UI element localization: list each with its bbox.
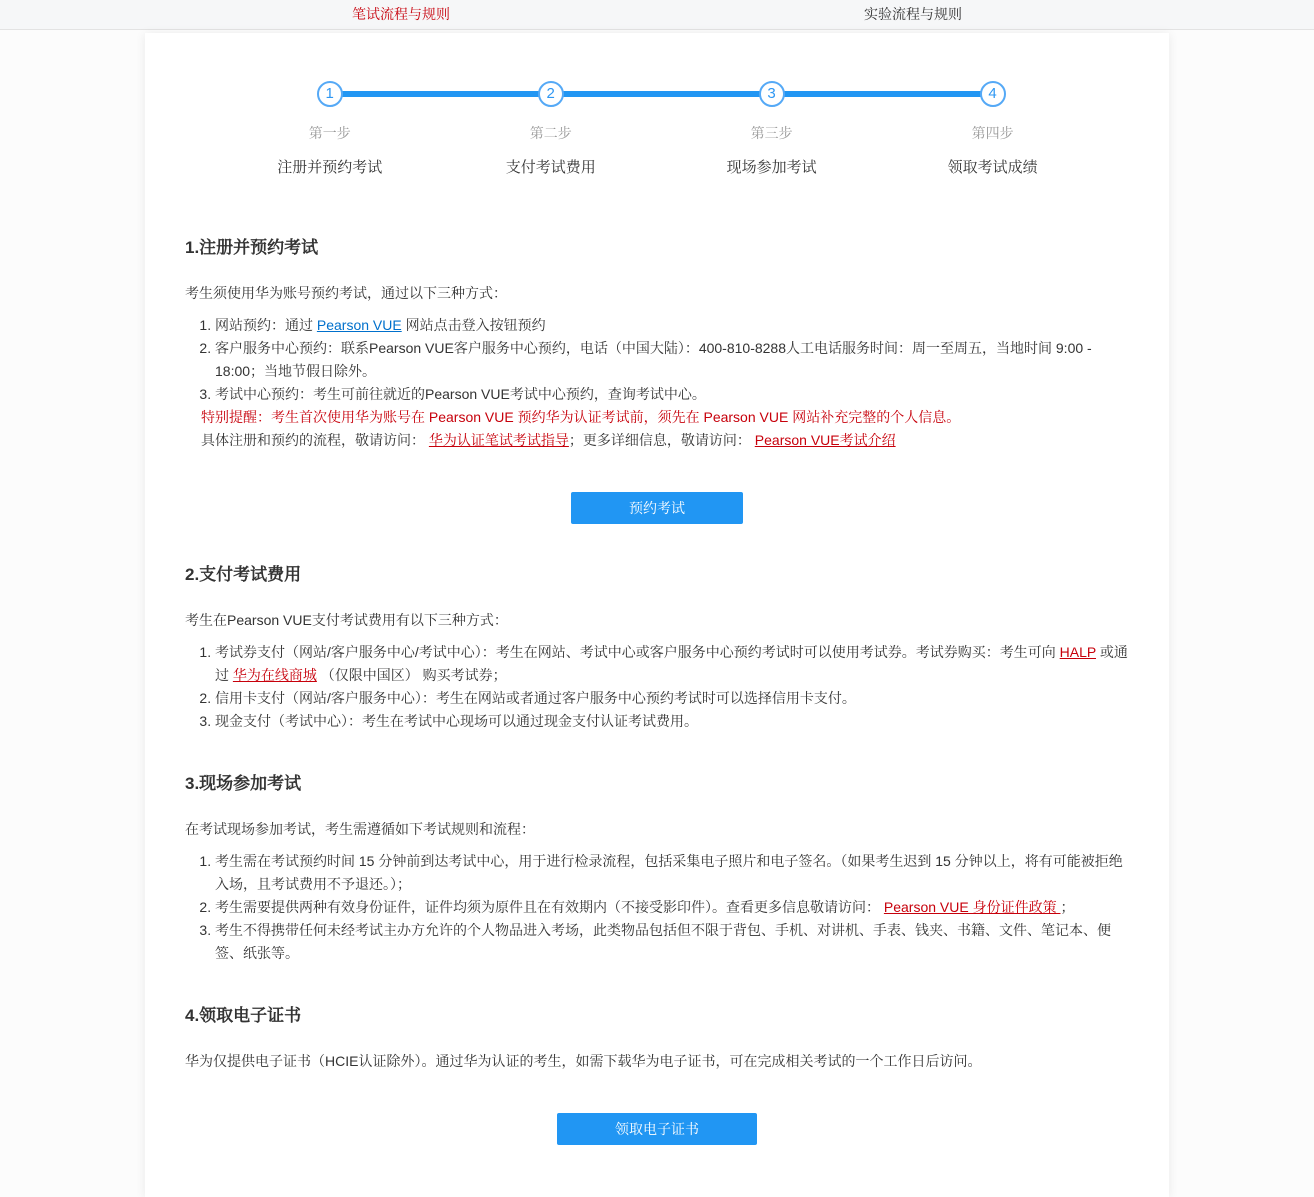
step-number: 1 bbox=[325, 85, 334, 102]
step-description: 注册并预约考试 bbox=[277, 159, 383, 176]
step-description: 支付考试费用 bbox=[505, 159, 596, 176]
text-segment: （仅限中国区） 购买考试券； bbox=[316, 667, 507, 683]
top-tab-bar bbox=[0, 0, 1314, 30]
step-description: 领取考试成绩 bbox=[947, 159, 1038, 176]
stepper-step bbox=[883, 81, 1103, 177]
text-segment: 考生需要提供两种有效身份证件，证件均须为原件且在有效期内（不接受影印件）。查看更多信息敬请访问： bbox=[215, 899, 884, 915]
section-intro: 考生在Pearson VUE支付考试费用有以下三种方式： bbox=[185, 612, 508, 628]
section-intro: 考生须使用华为账号预约考试，通过以下三种方式： bbox=[185, 285, 507, 301]
step-number-circle bbox=[759, 81, 785, 107]
note-line bbox=[201, 429, 1129, 452]
text-segment: 考试中心预约：考生可前往就近的Pearson VUE考试中心预约，查询考试中心。 bbox=[215, 386, 706, 402]
section-title: 3.现场参加考试 bbox=[185, 774, 302, 793]
text-segment: 考试券支付（网站/客户服务中心/考试中心）：考生在网站、考试中心或客户服务中心预约考试时可以使用考试券。考试券购买：考生可向 bbox=[215, 644, 1060, 660]
section-button-row bbox=[185, 492, 1129, 524]
claim-certificate-button[interactable]: 领取电子证书 bbox=[557, 1113, 757, 1145]
step-number-circle bbox=[980, 81, 1006, 107]
tab-lab-exam-process[interactable]: 实验流程与规则 bbox=[864, 6, 962, 22]
section-list bbox=[185, 314, 1129, 406]
inline-link[interactable]: 华为认证笔试考试指导 bbox=[428, 432, 569, 448]
content-card bbox=[145, 33, 1169, 1197]
list-item bbox=[215, 337, 1129, 383]
section-button-row bbox=[185, 1113, 1129, 1145]
text-segment: 特别提醒：考生首次使用华为账号在 Pearson VUE 预约华为认证考试前，须先在 Pearson VUE 网站补充完整的个人信息。 bbox=[201, 409, 961, 425]
text-segment: 网站预约：通过 bbox=[215, 317, 317, 333]
inline-link[interactable]: HALP bbox=[1059, 644, 1096, 660]
list-item bbox=[215, 383, 1129, 406]
text-segment: 考生不得携带任何未经考试主办方允许的个人物品进入考场，此类物品包括但不限于背包、手机、对讲机、手表、钱夹、书籍、文件、笔记本、便签、纸张等。 bbox=[215, 922, 1111, 961]
list-item bbox=[215, 850, 1129, 896]
list-item bbox=[215, 710, 1129, 733]
inline-link[interactable]: 华为在线商城 bbox=[232, 667, 317, 683]
process-section bbox=[185, 1001, 1129, 1145]
text-segment: ； bbox=[1060, 899, 1075, 915]
tab-written-exam-process[interactable]: 笔试流程与规则 bbox=[352, 6, 450, 22]
inline-link[interactable]: Pearson VUE bbox=[316, 317, 402, 333]
stepper-step bbox=[662, 81, 882, 177]
step-number-circle bbox=[538, 81, 564, 107]
section-title: 1.注册并预约考试 bbox=[185, 238, 319, 257]
process-section bbox=[185, 560, 1129, 733]
list-item bbox=[215, 314, 1129, 337]
inline-link[interactable]: Pearson VUE考试介绍 bbox=[754, 432, 896, 448]
sections-container bbox=[185, 233, 1129, 1145]
text-segment: 考生需在考试预约时间 15 分钟前到达考试中心，用于进行检录流程，包括采集电子照片和电子签名。（如果考生迟到 15 分钟以上，将有可能被拒绝入场，且考试费用不予退还。）； bbox=[215, 853, 1123, 892]
step-label: 第二步 bbox=[529, 125, 572, 141]
step-label: 第四步 bbox=[971, 125, 1014, 141]
step-number-circle bbox=[317, 81, 343, 107]
step-description: 现场参加考试 bbox=[726, 159, 817, 176]
text-segment: 网站点击登入按钮预约 bbox=[401, 317, 546, 333]
step-number: 2 bbox=[546, 85, 555, 102]
book-exam-button[interactable]: 预约考试 bbox=[571, 492, 743, 524]
exam-process-stepper bbox=[185, 81, 1129, 177]
list-item bbox=[215, 641, 1129, 687]
section-list bbox=[185, 641, 1129, 733]
step-label: 第一步 bbox=[308, 125, 351, 141]
section-intro: 华为仅提供电子证书（HCIE认证除外）。通过华为认证的考生，如需下载华为电子证书，可在完成相关考试的一个工作日后访问。 bbox=[185, 1053, 982, 1069]
step-label: 第三步 bbox=[750, 125, 793, 141]
text-segment: ；更多详细信息，敬请访问： bbox=[568, 432, 755, 448]
section-notes bbox=[201, 406, 1129, 452]
stepper-step bbox=[441, 81, 661, 177]
list-item bbox=[215, 919, 1129, 965]
section-intro: 在考试现场参加考试，考生需遵循如下考试规则和流程： bbox=[185, 821, 535, 837]
process-section bbox=[185, 233, 1129, 524]
text-segment: 信用卡支付（网站/客户服务中心）：考生在网站或者通过客户服务中心预约考试时可以选择信用卡支付。 bbox=[215, 690, 856, 706]
list-item bbox=[215, 687, 1129, 710]
text-segment: 或通过 bbox=[215, 644, 1128, 683]
section-title: 4.领取电子证书 bbox=[185, 1006, 302, 1025]
step-number: 3 bbox=[767, 85, 776, 102]
section-title: 2.支付考试费用 bbox=[185, 565, 302, 584]
text-segment: 现金支付（考试中心）：考生在考试中心现场可以通过现金支付认证考试费用。 bbox=[215, 713, 698, 729]
step-number: 4 bbox=[988, 85, 997, 102]
text-segment: 客户服务中心预约：联系Pearson VUE客户服务中心预约，电话（中国大陆）：400-810-8288人工电话服务时间：周一至周五，当地时间 9:00 - 18:00；当地节假日除外。 bbox=[215, 340, 1092, 379]
tab-container bbox=[145, 0, 1169, 29]
text-segment: 具体注册和预约的流程，敬请访问： bbox=[201, 432, 429, 448]
stepper-step bbox=[220, 81, 440, 177]
note-line bbox=[201, 406, 1129, 429]
inline-link[interactable]: Pearson VUE 身份证件政策 bbox=[883, 899, 1061, 915]
list-item bbox=[215, 896, 1129, 919]
process-section bbox=[185, 769, 1129, 965]
section-list bbox=[185, 850, 1129, 965]
